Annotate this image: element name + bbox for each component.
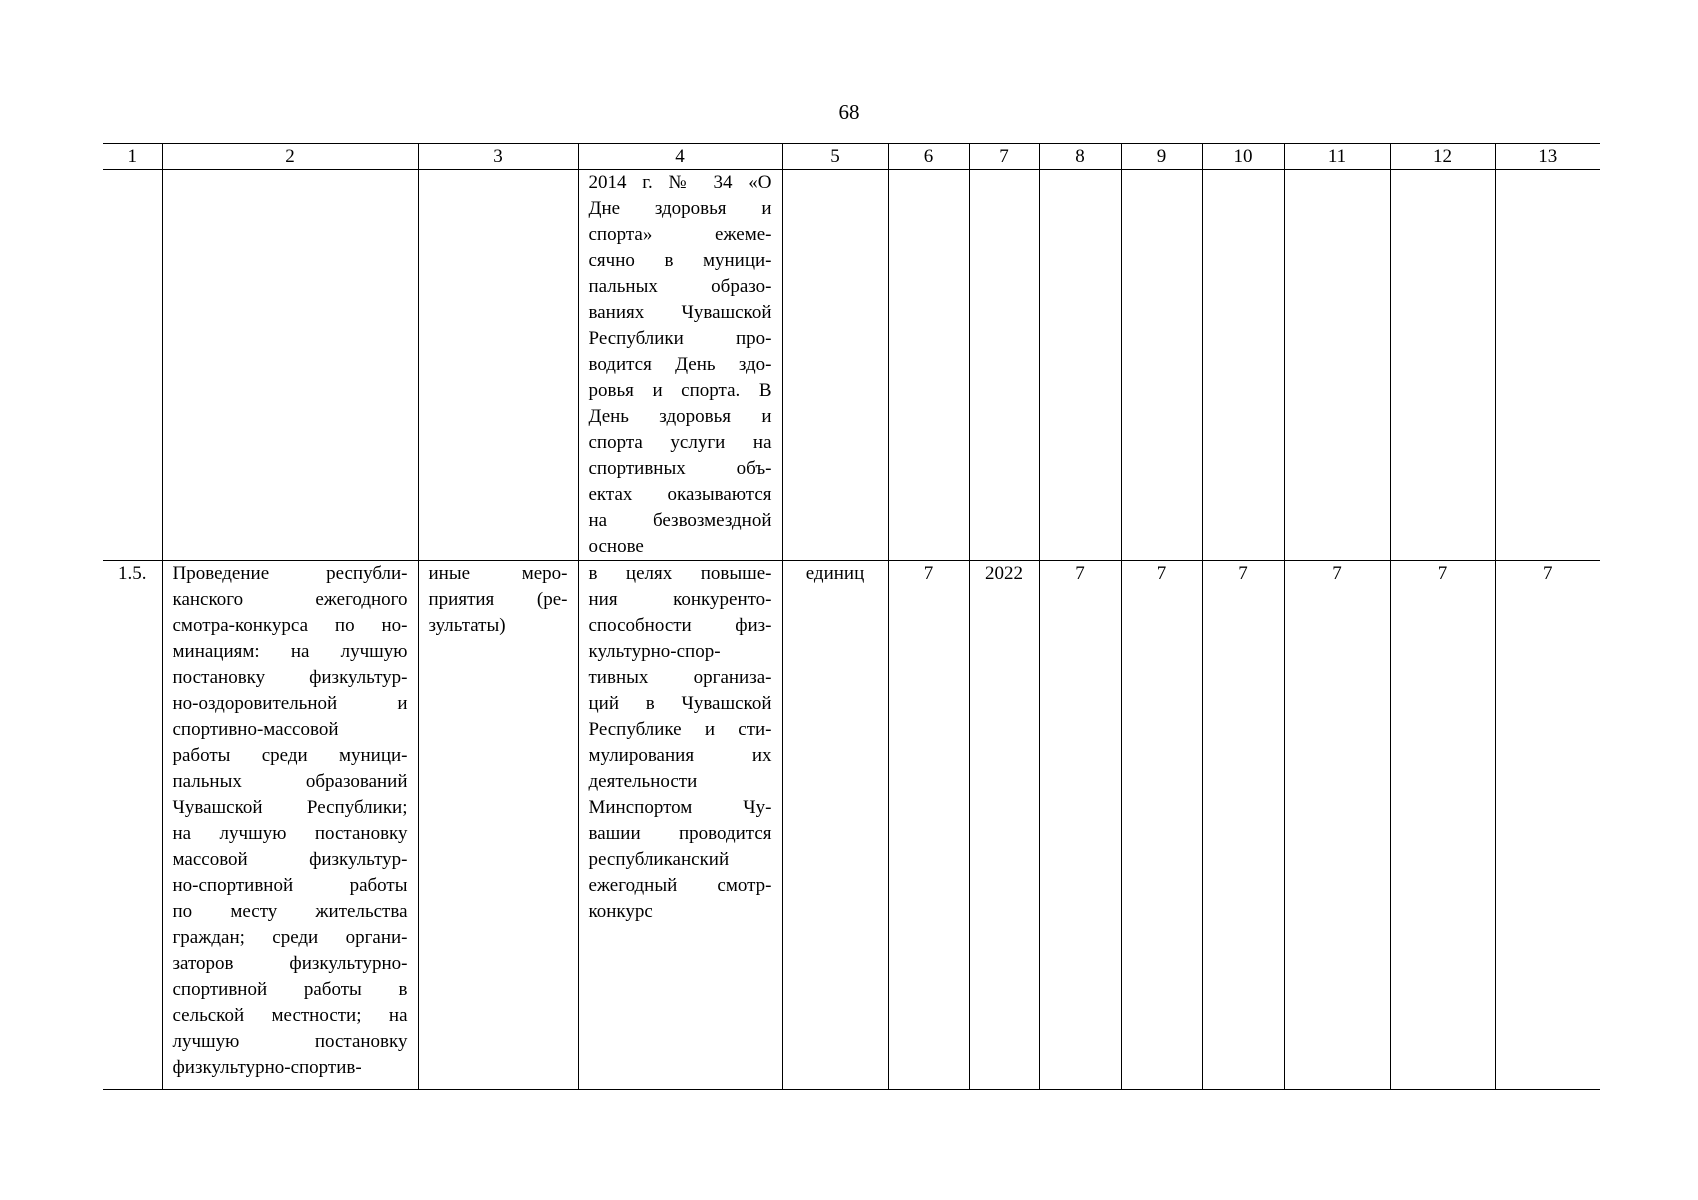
text-line: День здоровья и	[588, 406, 772, 427]
value-cell-11: 7	[1284, 561, 1390, 1090]
value-cell-13: 7	[1495, 561, 1600, 1090]
row-number-cell	[103, 170, 162, 561]
description-cell	[578, 561, 782, 1090]
text-line: работы среди муници-	[172, 745, 408, 766]
row-number-cell: 1.5.	[103, 561, 162, 1090]
header-cell-10: 10	[1202, 144, 1284, 170]
text-line: деятельности	[588, 771, 698, 792]
text-line: Республики про-	[588, 328, 772, 349]
text-line: минациям: на лучшую	[172, 641, 408, 662]
table-row	[103, 561, 1600, 1090]
description-cell	[578, 170, 782, 561]
text-line: спортивных объ-	[588, 458, 772, 479]
event-name-cell	[162, 170, 418, 561]
text-line: в целях повыше-	[588, 563, 772, 584]
text-line: спортивно-массовой	[172, 719, 339, 740]
value-cell-9	[1121, 170, 1202, 561]
value-cell-6	[888, 170, 969, 561]
text-line: зультаты)	[428, 615, 506, 636]
text-line: смотра-конкурса по но-	[172, 615, 408, 636]
text-line: Республике и сти-	[588, 719, 772, 740]
page-number: 68	[838, 100, 860, 124]
text-line: физкультурно-спортив-	[172, 1057, 362, 1078]
header-cell-8: 8	[1039, 144, 1121, 170]
text-line: спорта услуги на	[588, 432, 772, 453]
text-line: Чувашской Республики;	[172, 797, 408, 818]
text-line: республиканский	[588, 849, 730, 870]
event-name-cell	[162, 561, 418, 1090]
year-cell	[969, 170, 1039, 561]
header-cell-7: 7	[969, 144, 1039, 170]
text-line: массовой физкультур-	[172, 849, 408, 870]
header-cell-5: 5	[782, 144, 888, 170]
text-line: канского ежегодного	[172, 589, 408, 610]
text-line: тивных организа-	[588, 667, 772, 688]
text-line: приятия (ре-	[428, 589, 568, 610]
value-cell-6: 7	[888, 561, 969, 1090]
text-line: Проведение республи-	[172, 563, 408, 584]
header-cell-1: 1	[103, 144, 162, 170]
header-cell-4: 4	[578, 144, 782, 170]
header-cell-2: 2	[162, 144, 418, 170]
text-line: на безвозмездной	[588, 510, 772, 531]
text-line: иные меро-	[428, 563, 568, 584]
text-line: граждан; среди органи-	[172, 927, 408, 948]
value-cell-13	[1495, 170, 1600, 561]
text-line: сельской местности; на	[172, 1005, 408, 1026]
text-line: Дне здоровья и	[588, 198, 772, 219]
value-cell-8	[1039, 170, 1121, 561]
year-cell: 2022	[969, 561, 1039, 1090]
value-cell-12	[1390, 170, 1495, 561]
text-line: ектах оказываются	[588, 484, 772, 505]
value-cell-10: 7	[1202, 561, 1284, 1090]
unit-cell	[782, 170, 888, 561]
header-cell-6: 6	[888, 144, 969, 170]
value-cell-11	[1284, 170, 1390, 561]
text-line: водится День здо-	[588, 354, 772, 375]
header-row	[103, 144, 1600, 170]
text-line: способности физ-	[588, 615, 772, 636]
header-cell-13: 13	[1495, 144, 1600, 170]
text-line: но-спортивной работы	[172, 875, 408, 896]
table-row	[103, 170, 1600, 561]
text-line: мулирования их	[588, 745, 772, 766]
data-table	[103, 143, 1600, 1090]
text-line: ций в Чувашской	[588, 693, 772, 714]
value-cell-9: 7	[1121, 561, 1202, 1090]
event-type-cell	[418, 561, 578, 1090]
text-line: ежегодный смотр-	[588, 875, 772, 896]
text-line: 2014 г. № 34 «О	[588, 172, 772, 193]
text-line: конкурс	[588, 901, 653, 922]
text-line: спорта» ежеме-	[588, 224, 772, 245]
text-line: ровья и спорта. В	[588, 380, 772, 401]
text-line: основе	[588, 536, 644, 557]
text-line: постановку физкультур-	[172, 667, 408, 688]
text-line: по месту жительства	[172, 901, 408, 922]
value-cell-12: 7	[1390, 561, 1495, 1090]
text-line: вашии проводится	[588, 823, 772, 844]
text-line: пальных образований	[172, 771, 408, 792]
text-line: на лучшую постановку	[172, 823, 408, 844]
text-line: пальных образо-	[588, 276, 772, 297]
text-line: лучшую постановку	[172, 1031, 408, 1052]
text-line: спортивной работы в	[172, 979, 408, 1000]
value-cell-10	[1202, 170, 1284, 561]
event-type-cell	[418, 170, 578, 561]
value-cell-8: 7	[1039, 561, 1121, 1090]
text-line: заторов физкультурно-	[172, 953, 408, 974]
header-cell-11: 11	[1284, 144, 1390, 170]
unit-cell: единиц	[782, 561, 888, 1090]
text-line: но-оздоровительной и	[172, 693, 408, 714]
text-line: ваниях Чувашской	[588, 302, 772, 323]
text-line: культурно-спор-	[588, 641, 721, 662]
header-cell-12: 12	[1390, 144, 1495, 170]
header-cell-9: 9	[1121, 144, 1202, 170]
text-line: сячно в муници-	[588, 250, 772, 271]
text-line: ния конкуренто-	[588, 589, 772, 610]
header-cell-3: 3	[418, 144, 578, 170]
text-line: Минспортом Чу-	[588, 797, 772, 818]
